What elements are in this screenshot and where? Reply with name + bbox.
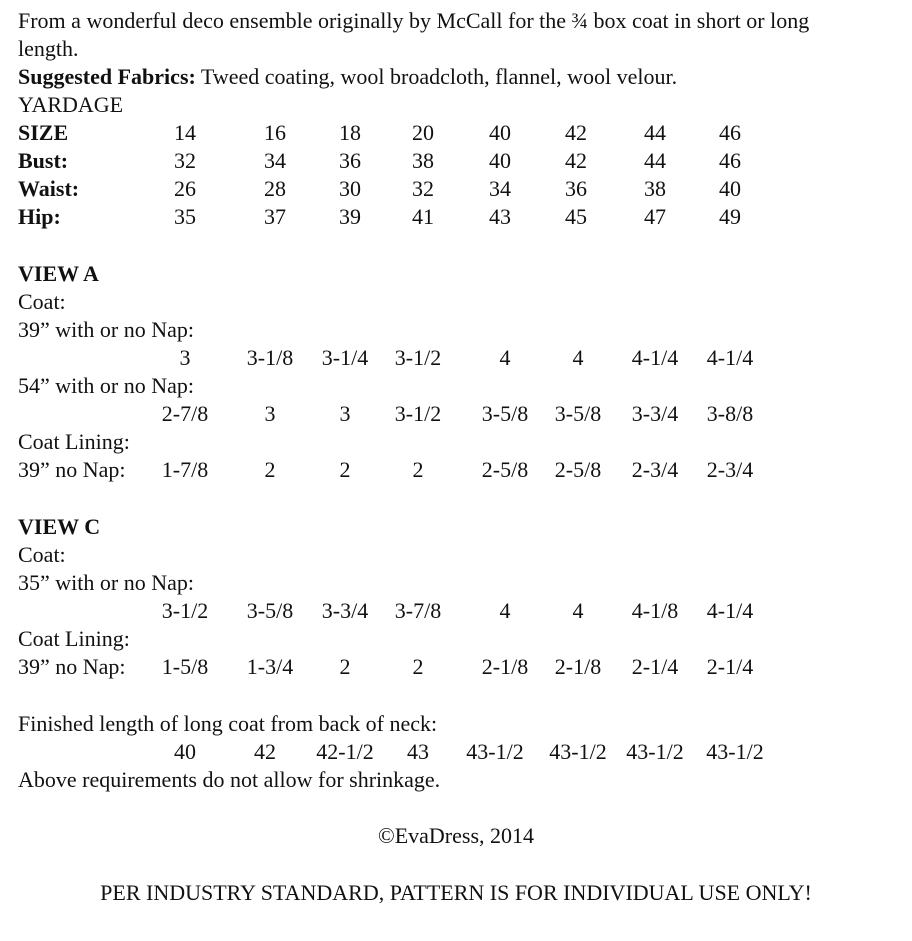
value-cell: 3-5/8 <box>554 401 602 426</box>
value-cell: 34 <box>489 176 511 201</box>
view-a-lining-label: 39” no Nap: <box>18 457 126 482</box>
suggested-fabrics <box>18 63 677 91</box>
view-c-lining-label: 39” no Nap: <box>18 654 126 679</box>
view-c-fabric1-label: 35” with or no Nap: <box>18 570 194 595</box>
value-cell: 2-1/4 <box>631 654 679 679</box>
value-cell: 2-3/4 <box>631 457 679 482</box>
value-cell: 36 <box>339 148 361 173</box>
value-cell: 45 <box>565 204 587 229</box>
value-cell: 42 <box>565 120 587 145</box>
measurement-label: Bust: <box>18 148 69 173</box>
view-a-title: VIEW A <box>18 261 99 286</box>
value-cell: 2 <box>412 654 424 679</box>
value-cell: 46 <box>719 148 741 173</box>
value-cell: 49 <box>719 204 741 229</box>
value-cell: 2 <box>339 654 351 679</box>
value-cell: 3 <box>264 401 276 426</box>
value-cell: 2 <box>339 457 351 482</box>
value-cell: 4 <box>572 598 584 623</box>
value-cell: 3-7/8 <box>394 598 442 623</box>
finished-length-label: Finished length of long coat from back of neck: <box>18 711 438 736</box>
value-cell: 3-1/2 <box>394 401 442 426</box>
value-cell: 18 <box>339 120 361 145</box>
value-cell: 38 <box>644 176 666 201</box>
view-a-coat: Coat: <box>18 289 66 314</box>
measurement-row <box>0 147 912 175</box>
value-cell: 43 <box>489 204 511 229</box>
value-cell: 40 <box>489 120 511 145</box>
finished-length-row <box>0 738 912 766</box>
value-cell: 43-1/2 <box>626 739 684 764</box>
intro-line-1: From a wonderful deco ensemble originally by McCall for the ¾ box coat in short or long <box>18 8 810 33</box>
value-cell: 4-1/4 <box>706 598 754 623</box>
measurement-label: Waist: <box>18 176 80 201</box>
value-cell: 26 <box>174 176 196 201</box>
yardage-heading: YARDAGE <box>18 92 124 117</box>
value-cell: 3-5/8 <box>246 598 294 623</box>
value-cell: 2 <box>412 457 424 482</box>
value-cell: 3-5/8 <box>481 401 529 426</box>
copyright: ©EvaDress, 2014 <box>377 823 535 848</box>
value-cell: 44 <box>644 148 666 173</box>
value-cell: 44 <box>644 120 666 145</box>
value-cell: 41 <box>412 204 434 229</box>
value-cell: 14 <box>174 120 196 145</box>
value-cell: 43-1/2 <box>466 739 524 764</box>
value-cell: 42 <box>254 739 276 764</box>
value-cell: 4-1/4 <box>706 345 754 370</box>
value-cell: 1-5/8 <box>161 654 209 679</box>
value-cell: 3 <box>339 401 351 426</box>
value-cell: 40 <box>174 739 196 764</box>
value-cell: 16 <box>264 120 286 145</box>
measurement-label: SIZE <box>18 120 69 145</box>
value-cell: 43 <box>407 739 429 764</box>
value-cell: 28 <box>264 176 286 201</box>
shrinkage-note: Above requirements do not allow for shrinkage. <box>18 767 441 792</box>
value-cell: 40 <box>489 148 511 173</box>
value-cell: 3-3/4 <box>631 401 679 426</box>
value-cell: 39 <box>339 204 361 229</box>
value-cell: 4-1/8 <box>631 598 679 623</box>
value-cell: 3-1/2 <box>161 598 209 623</box>
view-c-lining-row <box>0 653 912 681</box>
value-cell: 37 <box>264 204 286 229</box>
view-a-lining: Coat Lining: <box>18 429 130 454</box>
value-cell: 3 <box>179 345 191 370</box>
value-cell: 2-1/8 <box>481 654 529 679</box>
value-cell: 4 <box>499 598 511 623</box>
value-cell: 3-1/4 <box>321 345 369 370</box>
value-cell: 46 <box>719 120 741 145</box>
view-c-fabric1-row <box>0 597 912 625</box>
value-cell: 34 <box>264 148 286 173</box>
value-cell: 2-5/8 <box>554 457 602 482</box>
measurement-row <box>0 175 912 203</box>
value-cell: 36 <box>565 176 587 201</box>
value-cell: 35 <box>174 204 196 229</box>
value-cell: 2 <box>264 457 276 482</box>
value-cell: 3-1/2 <box>394 345 442 370</box>
value-cell: 4-1/4 <box>631 345 679 370</box>
view-c-title: VIEW C <box>18 514 101 539</box>
view-a-fabric1-label: 39” with or no Nap: <box>18 317 194 342</box>
value-cell: 42-1/2 <box>316 739 374 764</box>
value-cell: 30 <box>339 176 361 201</box>
view-c-coat: Coat: <box>18 542 66 567</box>
value-cell: 4 <box>499 345 511 370</box>
value-cell: 3-3/4 <box>321 598 369 623</box>
value-cell: 1-3/4 <box>246 654 294 679</box>
usage-notice: PER INDUSTRY STANDARD, PATTERN IS FOR INDIVIDUAL USE ONLY! <box>100 880 812 905</box>
measurement-label: Hip: <box>18 204 61 229</box>
measurement-row <box>0 119 912 147</box>
value-cell: 2-7/8 <box>161 401 209 426</box>
value-cell: 43-1/2 <box>706 739 764 764</box>
value-cell: 32 <box>412 176 434 201</box>
value-cell: 42 <box>565 148 587 173</box>
fabrics-label: Suggested Fabrics: <box>18 64 196 89</box>
value-cell: 43-1/2 <box>549 739 607 764</box>
value-cell: 40 <box>719 176 741 201</box>
value-cell: 38 <box>412 148 434 173</box>
view-a-fabric1-row <box>0 344 912 372</box>
measurement-row <box>0 203 912 231</box>
value-cell: 2-1/8 <box>554 654 602 679</box>
intro-line-2: length. <box>18 36 79 61</box>
view-a-fabric2-row <box>0 400 912 428</box>
view-c-lining: Coat Lining: <box>18 626 130 651</box>
value-cell: 2-5/8 <box>481 457 529 482</box>
view-a-lining-row <box>0 456 912 484</box>
fabrics-value: Tweed coating, wool broadcloth, flannel, wool velour. <box>195 64 678 89</box>
value-cell: 47 <box>644 204 666 229</box>
view-a-fabric2-label: 54” with or no Nap: <box>18 373 194 398</box>
value-cell: 2-1/4 <box>706 654 754 679</box>
value-cell: 1-7/8 <box>161 457 209 482</box>
value-cell: 4 <box>572 345 584 370</box>
value-cell: 3-8/8 <box>706 401 754 426</box>
value-cell: 2-3/4 <box>706 457 754 482</box>
value-cell: 3-1/8 <box>246 345 294 370</box>
value-cell: 20 <box>412 120 434 145</box>
value-cell: 32 <box>174 148 196 173</box>
